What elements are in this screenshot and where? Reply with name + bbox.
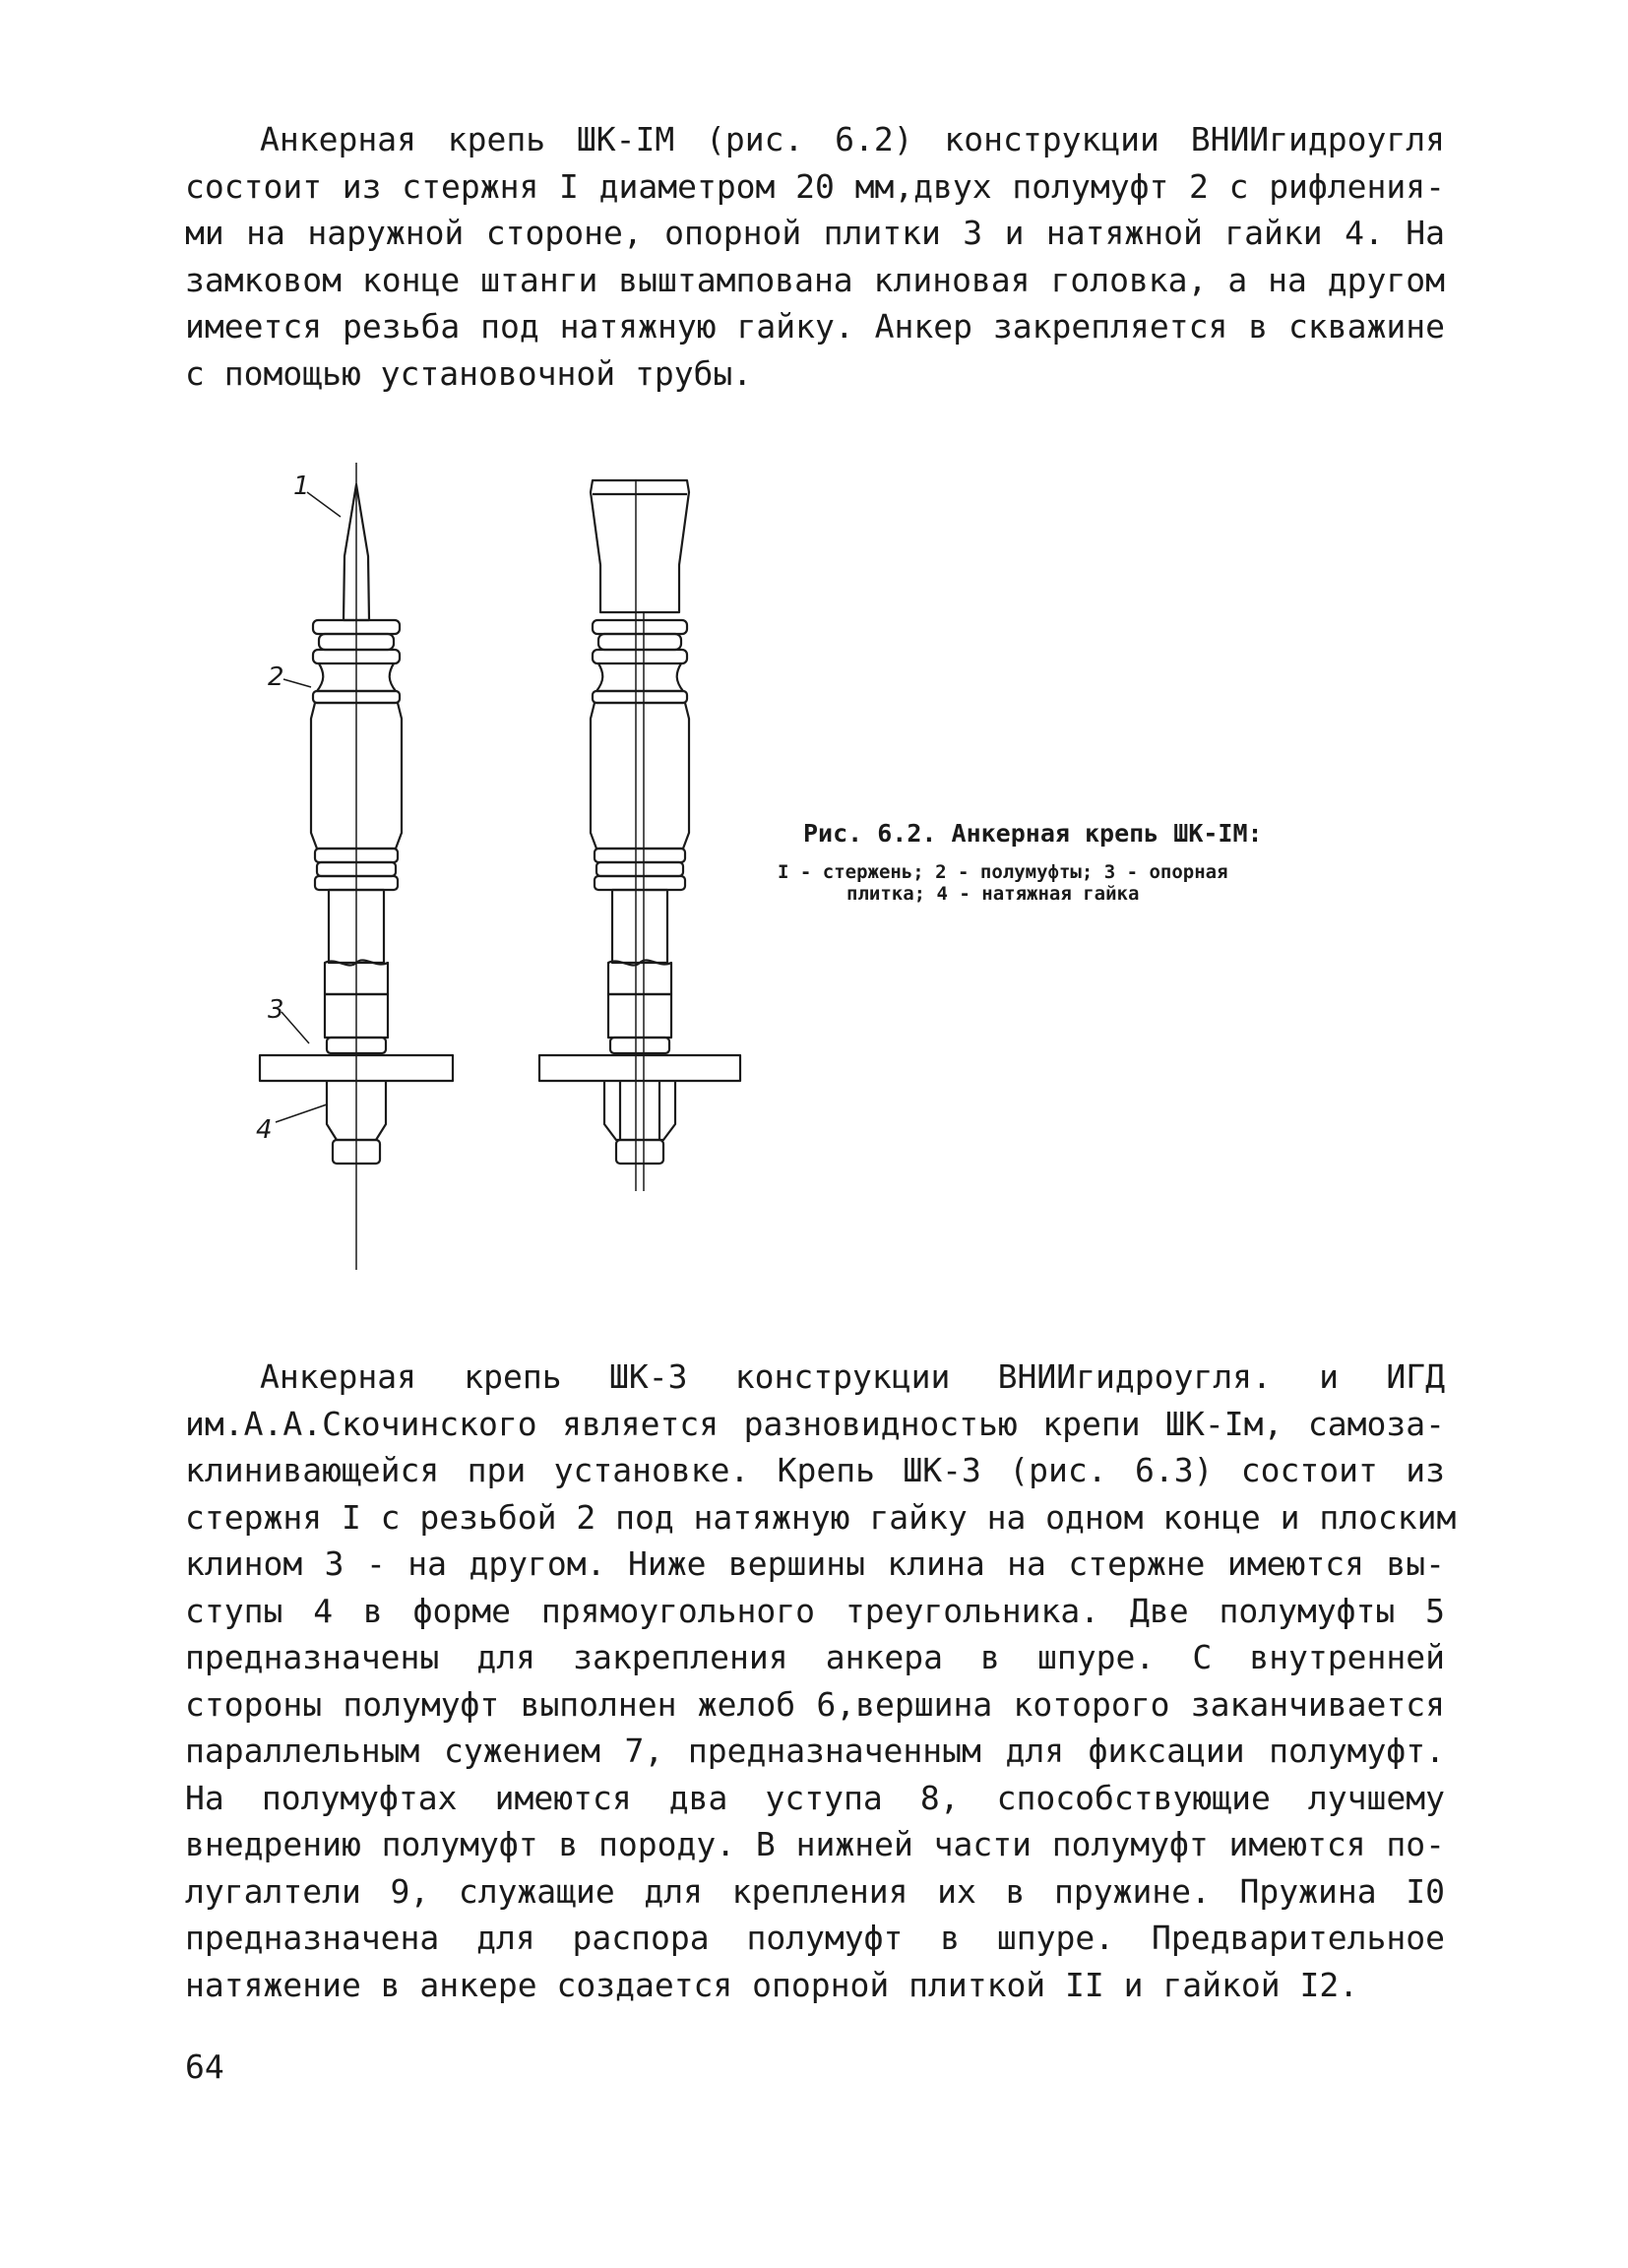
label-4: 4	[256, 1115, 273, 1145]
caption-description	[778, 861, 1348, 905]
right-ring-7	[595, 876, 685, 890]
text-line: предназначена для распора полумуфт в шпуре. Предварительное	[185, 1919, 1445, 1957]
text-line: стержня I с резьбой 2 под натяжную гайку на одном конце и плоским	[185, 1497, 1457, 1537]
text-line: ступы 4 в форме прямоугольного треугольника. Две полумуфты 5	[185, 1591, 1445, 1630]
label-1: 1	[293, 472, 310, 501]
right-collar-top	[593, 620, 687, 634]
right-groove	[596, 663, 683, 691]
anchor-drawing	[246, 463, 758, 1270]
caption-line: плитка; 4 - натяжная гайка	[846, 883, 1140, 905]
label-2: 2	[268, 662, 284, 692]
right-bearing-plate	[539, 1055, 740, 1081]
text-line: лугалтели 9, служащие для крепления их в пружине. Пружина I0	[185, 1871, 1445, 1911]
right-ring-2	[598, 634, 681, 650]
text-line: состоит из стержня I диаметром 20 мм,двух полумуфт 2 с рифления-	[185, 166, 1445, 206]
right-thread	[608, 960, 671, 994]
text-line: имеется резьба под натяжную гайку. Анкер закрепляется в скважине	[185, 307, 1445, 346]
right-rod-neck	[612, 890, 667, 963]
text-line: им.А.А.Скочинского является разновидностью крепи ШК-Iм, самоза-	[185, 1404, 1445, 1443]
text-line: Анкерная крепь ШК-3 конструкции ВНИИгидроугля. и ИГД	[260, 1357, 1445, 1396]
right-ring-3	[593, 650, 687, 663]
text-line: внедрению полумуфт в породу. В нижней части полумуфт имеются по-	[185, 1825, 1445, 1863]
right-ring-4	[593, 691, 687, 703]
paragraph-2	[185, 1354, 1457, 2008]
text-line: ми на наружной стороне, опорной плитки 3 и натяжной гайки 4. На	[185, 214, 1445, 252]
text-line: замковом конце штанги выштампована клиновая головка, а на другом	[185, 260, 1445, 299]
right-ring-5	[595, 849, 685, 862]
text-line: Анкерная крепь ШК-IМ (рис. 6.2) конструкции ВНИИгидроугля	[260, 120, 1445, 158]
paragraph-1	[185, 116, 1445, 397]
text-line: с помощью установочной трубы.	[185, 353, 753, 393]
text-line: На полумуфтах имеются два уступа 8, способствующие лучшему	[185, 1778, 1445, 1817]
text-line: стороны полумуфт выполнен желоб 6,вершина которого заканчивается	[185, 1684, 1445, 1724]
right-ring-6	[596, 862, 683, 876]
leader-2	[283, 679, 311, 687]
text-line: параллельным сужением 7, предназначенным для фиксации полумуфт.	[185, 1732, 1445, 1770]
right-sleeve	[591, 703, 689, 849]
leader-4	[276, 1104, 327, 1122]
caption-title: Рис. 6.2. Анкерная крепь ШК-IМ:	[803, 819, 1263, 848]
leader-3	[282, 1012, 309, 1043]
page-number: 64	[185, 2048, 224, 2086]
text-line: натяжение в анкере создается опорной плиткой II и гайкой I2.	[185, 1965, 1359, 2004]
right-wedge-head	[591, 480, 689, 612]
text-line: предназначены для закрепления анкера в шпуре. С внутренней	[185, 1638, 1445, 1676]
caption-line: I - стержень; 2 - полумуфты; 3 - опорная	[778, 861, 1228, 883]
label-3: 3	[268, 995, 284, 1025]
right-thread-end	[616, 1140, 663, 1164]
text-line: клинивающейся при установке. Крепь ШК-3 (рис. 6.3) состоит из	[185, 1451, 1445, 1489]
right-nut-upper	[608, 994, 671, 1038]
right-washer-top	[610, 1038, 669, 1053]
text-line: клином 3 - на другом. Ниже вершины клина на стержне имеются вы-	[185, 1544, 1445, 1583]
figure-caption	[778, 819, 1348, 905]
leader-1	[307, 492, 341, 517]
right-nut	[604, 1081, 675, 1140]
